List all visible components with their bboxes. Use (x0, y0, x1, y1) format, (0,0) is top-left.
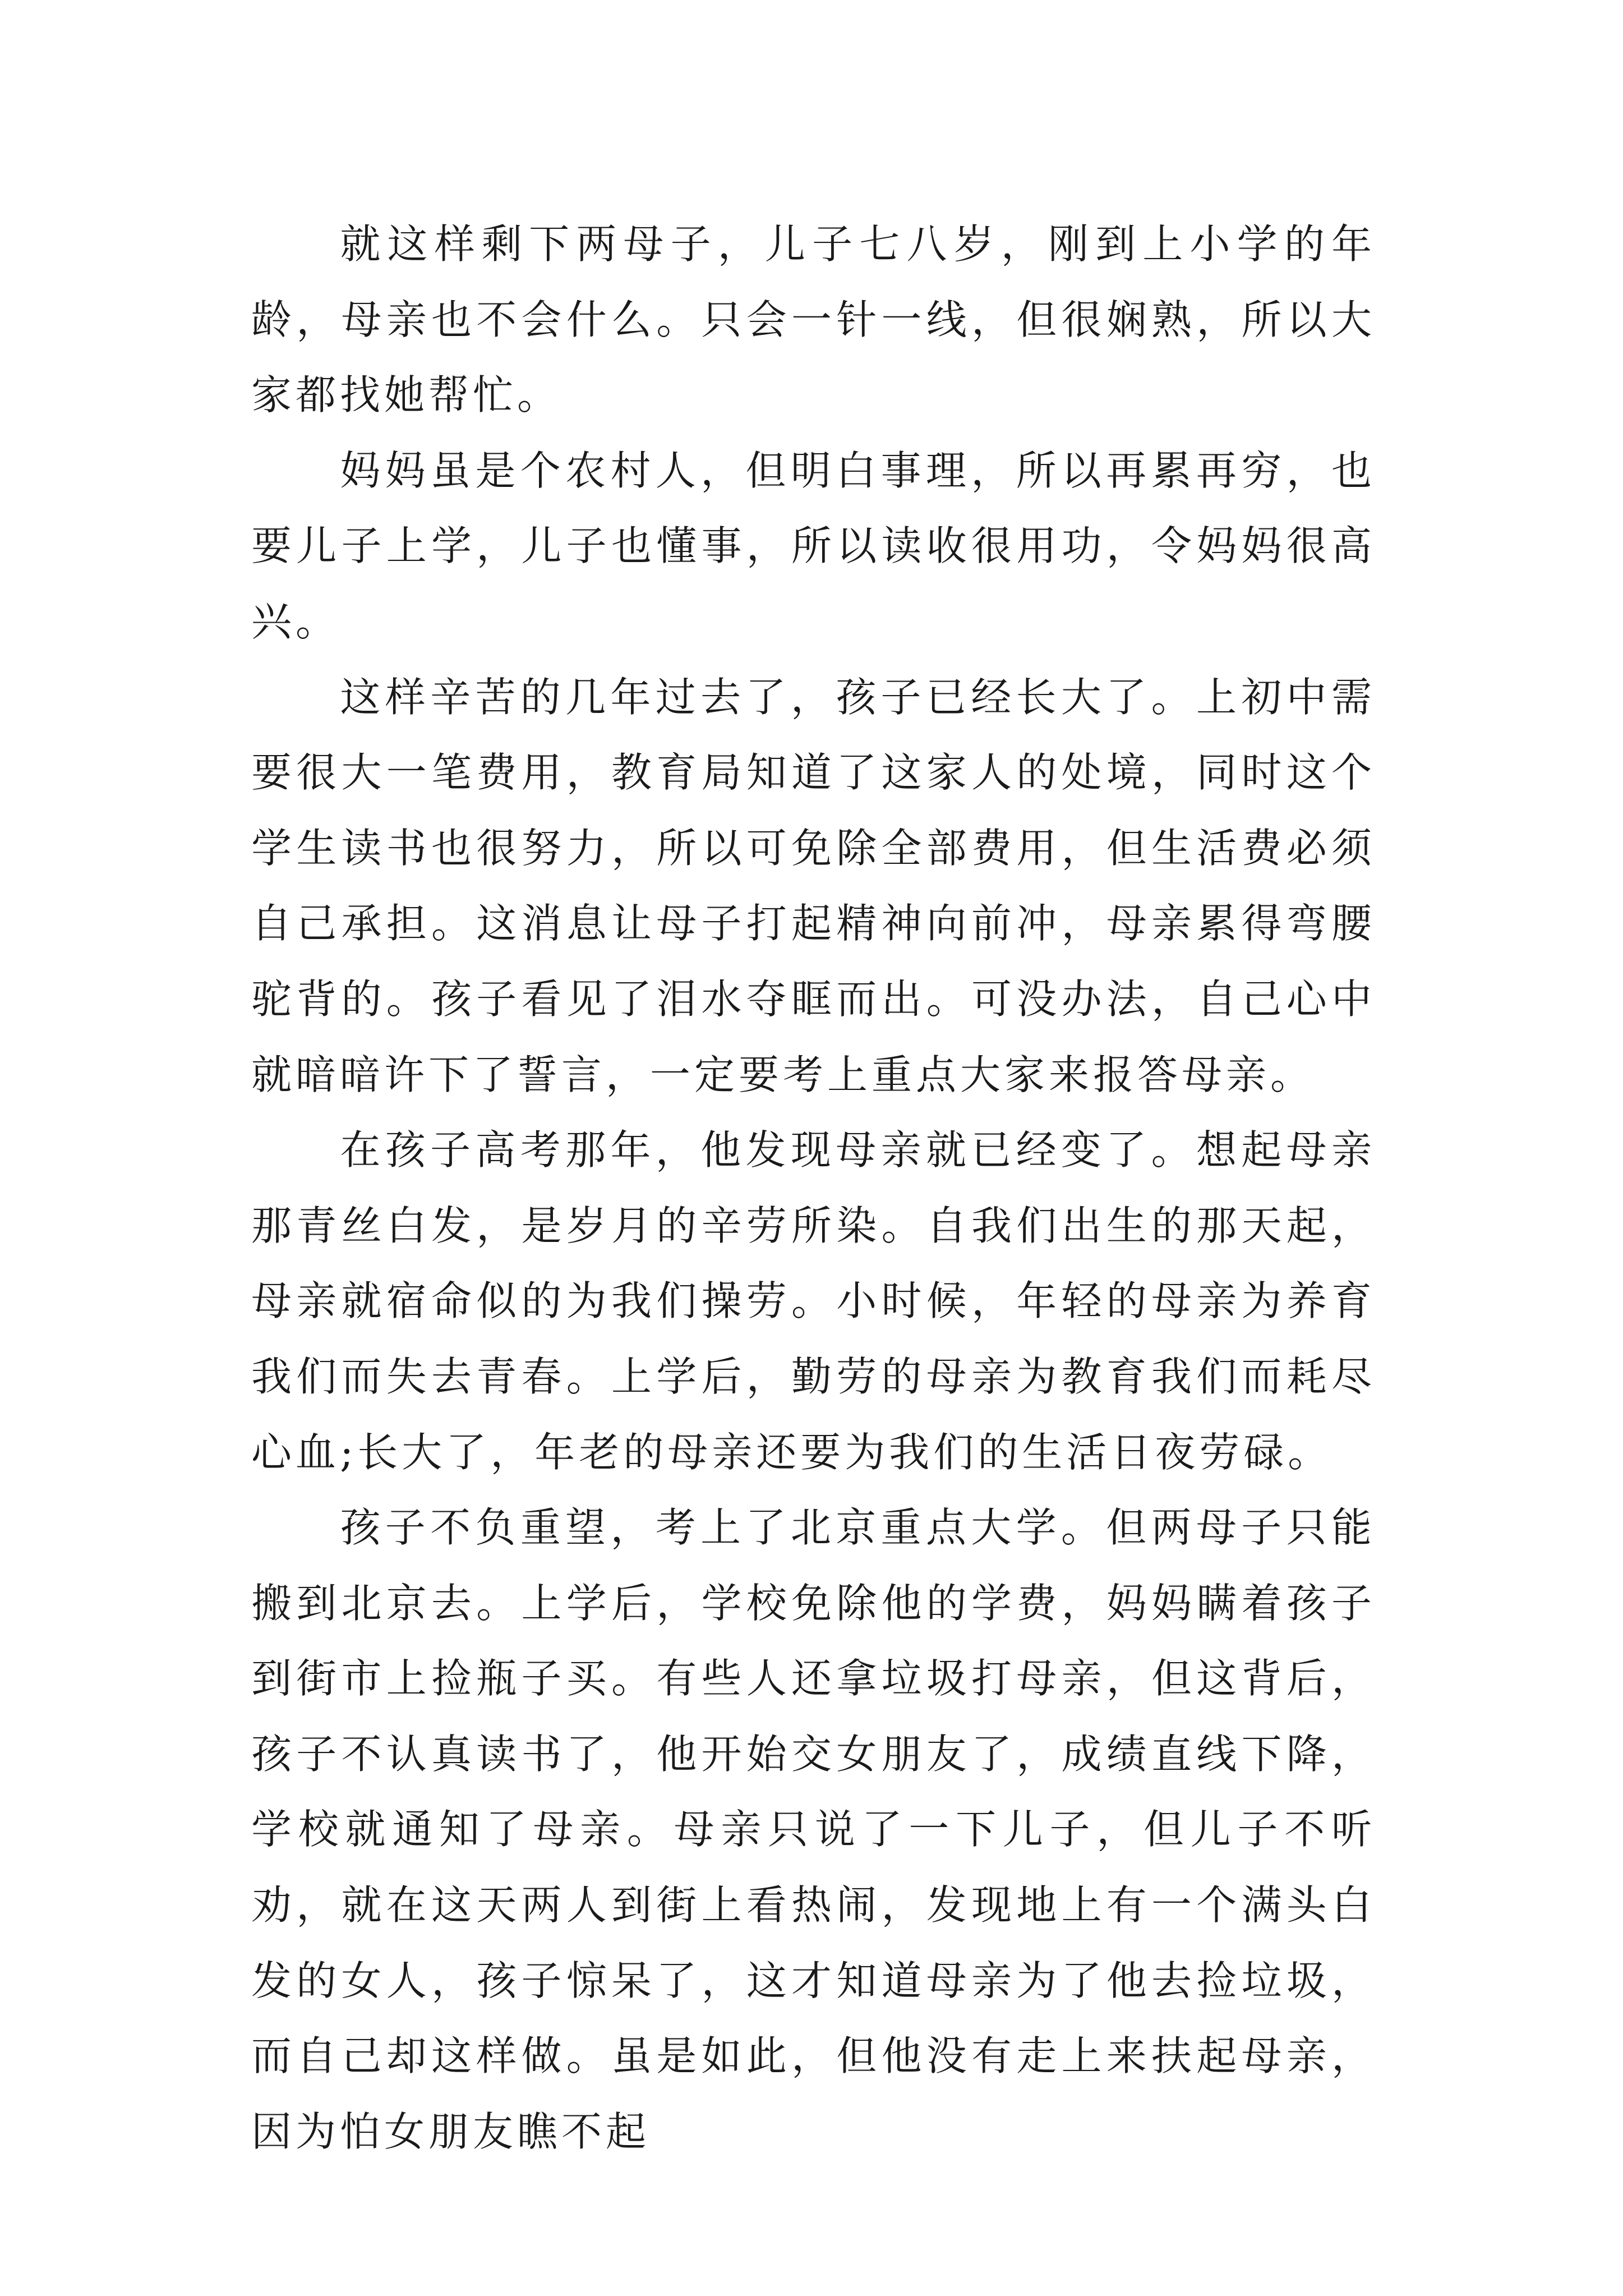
paragraph-2: 妈妈虽是个农村人，但明白事理，所以再累再穷，也要儿子上学，儿子也懂事，所以读收很用功，令妈妈很高兴。 (251, 447, 1376, 645)
paragraph-4: 在孩子高考那年，他发现母亲就已经变了。想起母亲那青丝白发，是岁月的辛劳所染。自我们出生的那天起，母亲就宿命似的为我们操劳。小时候，年轻的母亲为养育我们而失去青春。上学后，勤劳的母亲为教育我们而耗尽心血;长大了，年老的母亲还要为我们的生活日夜劳碌。 (251, 1126, 1376, 1476)
paragraph-5: 孩子不负重望，考上了北京重点大学。但两母子只能搬到北京去。上学后，学校免除他的学费，妈妈瞒着孩子到街市上捡瓶子买。有些人还拿垃圾打母亲，但这背后，孩子不认真读书了，他开始交女朋友了，成绩直线下降，学校就通知了母亲。母亲只说了一下儿子，但儿子不听劝，就在这天两人到街上看热闹，发现地上有一个满头白发的女人，孩子惊呆了，这才知道母亲为了他去捡垃圾，而自己却这样做。虽是如此，但他没有走上来扶起母亲，因为怕女朋友瞧不起 (251, 1504, 1376, 2155)
paragraph-1: 就这样剩下两母子，儿子七八岁，刚到上小学的年龄，母亲也不会什么。只会一针一线，但很娴熟，所以大家都找她帮忙。 (251, 220, 1376, 419)
document-body (251, 206, 1376, 2169)
paragraph-3: 这样辛苦的几年过去了，孩子已经长大了。上初中需要很大一笔费用，教育局知道了这家人的处境，同时这个学生读书也很努力，所以可免除全部费用，但生活费必须自己承担。这消息让母子打起精神向前冲，母亲累得弯腰驼背的。孩子看见了泪水夺眶而出。可没办法，自己心中就暗暗许下了誓言，一定要考上重点大家来报答母亲。 (251, 673, 1376, 1098)
